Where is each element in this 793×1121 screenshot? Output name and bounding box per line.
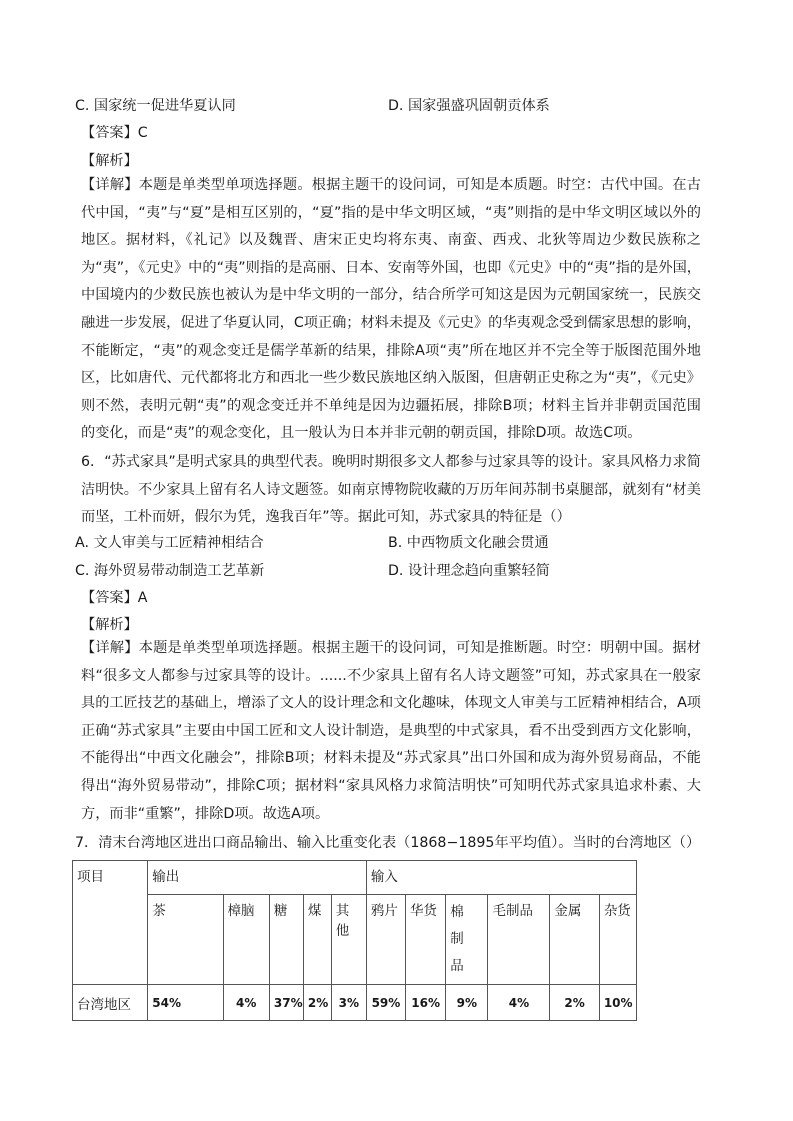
val-metal: 2% [550,985,599,1021]
val-other: 3% [331,985,366,1021]
q5-options-cd [75,96,695,116]
col-wool: 毛制品 [488,895,550,985]
val-sugar: 37% [269,985,303,1021]
col-other: 其他 [331,895,366,985]
val-coal: 2% [303,985,331,1021]
q5-detail: 【详解】本题是单类型单项选择题。根据主题干的设问词，可知是本质题。时空：古代中国。在古代中国，“夷”与“夏”是相互区别的，“夏”指的是中华文明区域，“夷”则指的是中华文明区域以外的地区。据材料，《礼记》以及魏晋、唐宋正史均将东夷、南蛮、西戎、北狄等周边少数民族称之为“夷”，《元史》中的“夷”则指的是高丽、日本、安南等外国，也即《元史》中的“夷”指的是外国，中国境内的少数民族也被认为是中华文明的一部分，结合所学可知这是因为元朝国家统一，民族交融进一步发展，促进了华夏认同，C项正确；材料未提及《元史》的华夷观念受到儒家思想的影响，不能断定，“夷”的观念变迁是儒学革新的结果，排除A项“夷”所在地区并不完全等于版图范围外地区，比如唐代、元代都将北方和西北一些少数民族地区纳入版图，但唐朝正史称之为“夷”，《元史》则不然，表明元朝“夷”的观念变迁并不单纯是因为边疆拓展，排除B项；材料主旨并非朝贡国范围的变化，而是“夷”的观念变化，且一般认为日本并非元朝的朝贡国，排除D项。故选C项。 [81,177,701,442]
val-cotton: 9% [446,985,488,1021]
q6-option-b[interactable]: B. 中西物质文化融会贯通 [388,535,549,551]
val-wool: 4% [488,985,550,1021]
col-camphor: 樟脑 [223,895,269,985]
q5-answer: 【答案】C [81,125,148,141]
q6-options-ab [75,533,695,553]
q6-option-c[interactable]: C. 海外贸易带动制造工艺革新 [75,563,265,579]
q6-analysis-label: 【解析】 [81,617,138,633]
col-sugar: 糖 [269,895,303,985]
q6-detail: 【详解】本题是单类型单项选择题。根据主题干的设问词，可知是推断题。时空：明朝中国。据材料“很多文人都参与过家具等的设计。......不少家具上留有名人诗文题签”可知，苏式家具在一般家具的工匠技艺的基础上，增添了文人的设计理念和文化趣味，体现文人审美与工匠精神相结合，A项正确“苏式家具”主要由中国工匠和文人设计制造，是典型的中式家具，看不出受到西方文化影响，不能得出“中西文化融会”，排除B项；材料未提及“苏式家具”出口外国和成为海外贸易商品，不能得出“海外贸易带动”，排除C项；据材料“家具风格力求简洁明快”可知明代苏式家具追求朴素、大方，而非“重繁”，排除D项。故选A项。 [81,640,701,822]
val-tea: 54% [148,985,223,1021]
table-header-item: 项目 [73,861,148,985]
col-sundries: 杂货 [599,895,636,985]
q5-option-d[interactable]: D. 国家强盛巩固朝贡体系 [388,98,550,114]
val-chinese-goods: 16% [406,985,446,1021]
q6-answer: 【答案】A [81,590,148,606]
q7-stem: 7．清末台湾地区进出口商品输出、输入比重变化表（1868−1895年平均值）。当时的台湾地区（） [75,835,701,851]
q6-stem: 6．“苏式家具”是明式家具的典型代表。晚明时期很多文人都参与过家具等的设计。家具风格力求简洁明快。不少家具上留有名人诗文题签。如南京博物院收藏的万历年间苏制书桌腿部，就刻有“材美而坚，工朴而妍，假尔为凭，逸我百年”等。据此可知，苏式家具的特征是（） [81,454,701,526]
col-opium: 鸦片 [366,895,405,985]
col-chinese-goods: 华货 [406,895,446,985]
val-opium: 59% [366,985,405,1021]
table-header-import: 输入 [366,861,636,895]
trade-table [72,860,637,1021]
row-label-taiwan: 台湾地区 [73,985,148,1021]
col-metal: 金属 [550,895,599,985]
col-cotton-label: 棉制品 [450,904,464,974]
val-sundries: 10% [599,985,636,1021]
q5-analysis-label: 【解析】 [81,153,138,169]
q6-options-cd [75,561,695,581]
q6-option-a[interactable]: A. 文人审美与工匠精神相结合 [75,535,264,551]
col-coal: 煤 [303,895,331,985]
col-tea: 茶 [148,895,223,985]
q5-option-c[interactable]: C. 国家统一促进华夏认同 [75,98,236,114]
q6-option-d[interactable]: D. 设计理念趋向重繁轻简 [388,563,550,579]
table-header-export: 输出 [148,861,367,895]
val-camphor: 4% [223,985,269,1021]
col-cotton [446,895,488,985]
